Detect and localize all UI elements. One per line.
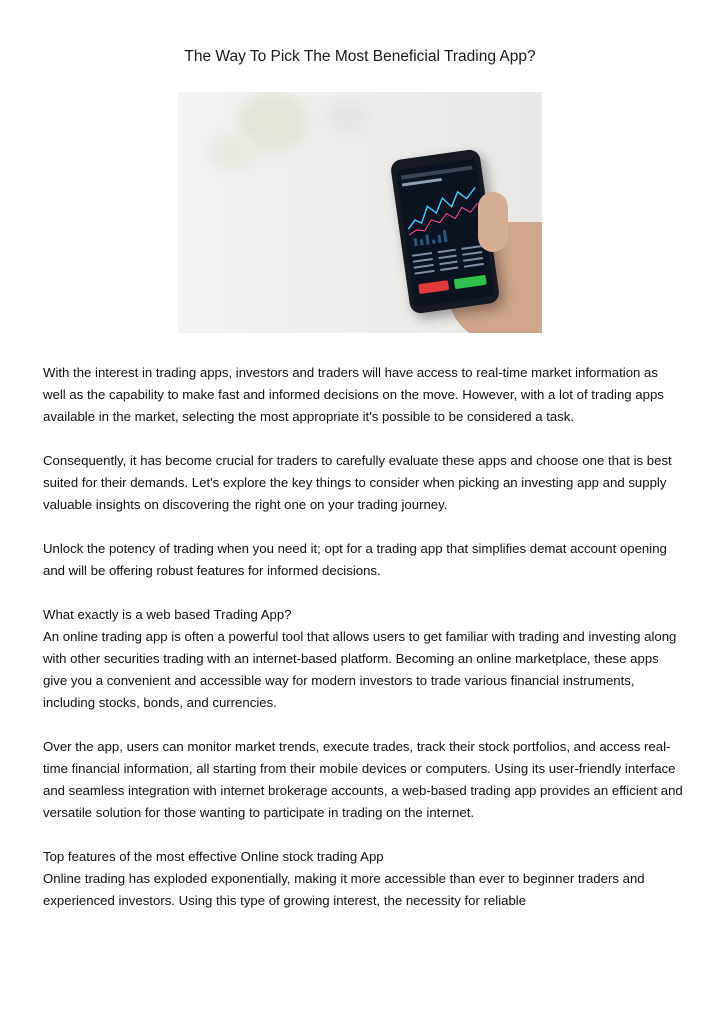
section-heading-what-is: What exactly is a web based Trading App?	[43, 607, 292, 622]
paragraph-unlock: Unlock the potency of trading when you need it; opt for a trading app that simplifies demat account opening and will be offering robust features for informed decisions.	[43, 541, 667, 578]
section-heading-top-features: Top features of the most effective Online stock trading App	[43, 849, 384, 864]
article-body	[43, 362, 683, 912]
paragraph-intro: With the interest in trading apps, investors and traders will have access to real-time market information as well as the capability to make fast and informed decisions on the move. However, with a lot of trading apps available in the market, selecting the most appropriate it's possible to be considered a task.	[43, 365, 664, 424]
paragraph-consequently: Consequently, it has become crucial for traders to carefully evaluate these apps and choose one that is best suited for their demands. Let's explore the key things to consider when picking an investing app and supply valuable insights on discovering the right one on your trading journey.	[43, 453, 672, 512]
paragraph-over-the-app: Over the app, users can monitor market trends, execute trades, track their stock portfolios, and access real-time financial information, all starting from their mobile devices or computers. Using its user-friendly interface and seamless integration with internet brokerage accounts, a web-based trading app provides an efficient and versatile solution for those wanting to participate in trading on the internet.	[43, 739, 683, 820]
hero-image	[178, 92, 542, 333]
document-title: The Way To Pick The Most Beneficial Trading App?	[184, 48, 536, 65]
paragraph-online-trading: Online trading has exploded exponentially, making it more accessible than ever to beginner traders and experienced investors. Using this type of growing interest, the necessity for reliable	[43, 871, 645, 908]
paragraph-online-app: An online trading app is often a powerful tool that allows users to get familiar with trading and investing along with other securities trading with an internet-based platform. Becoming an online marketplace, these apps give you a convenient and accessible way for modern investors to trade various financial instruments, including stocks, bonds, and currencies.	[43, 629, 677, 710]
